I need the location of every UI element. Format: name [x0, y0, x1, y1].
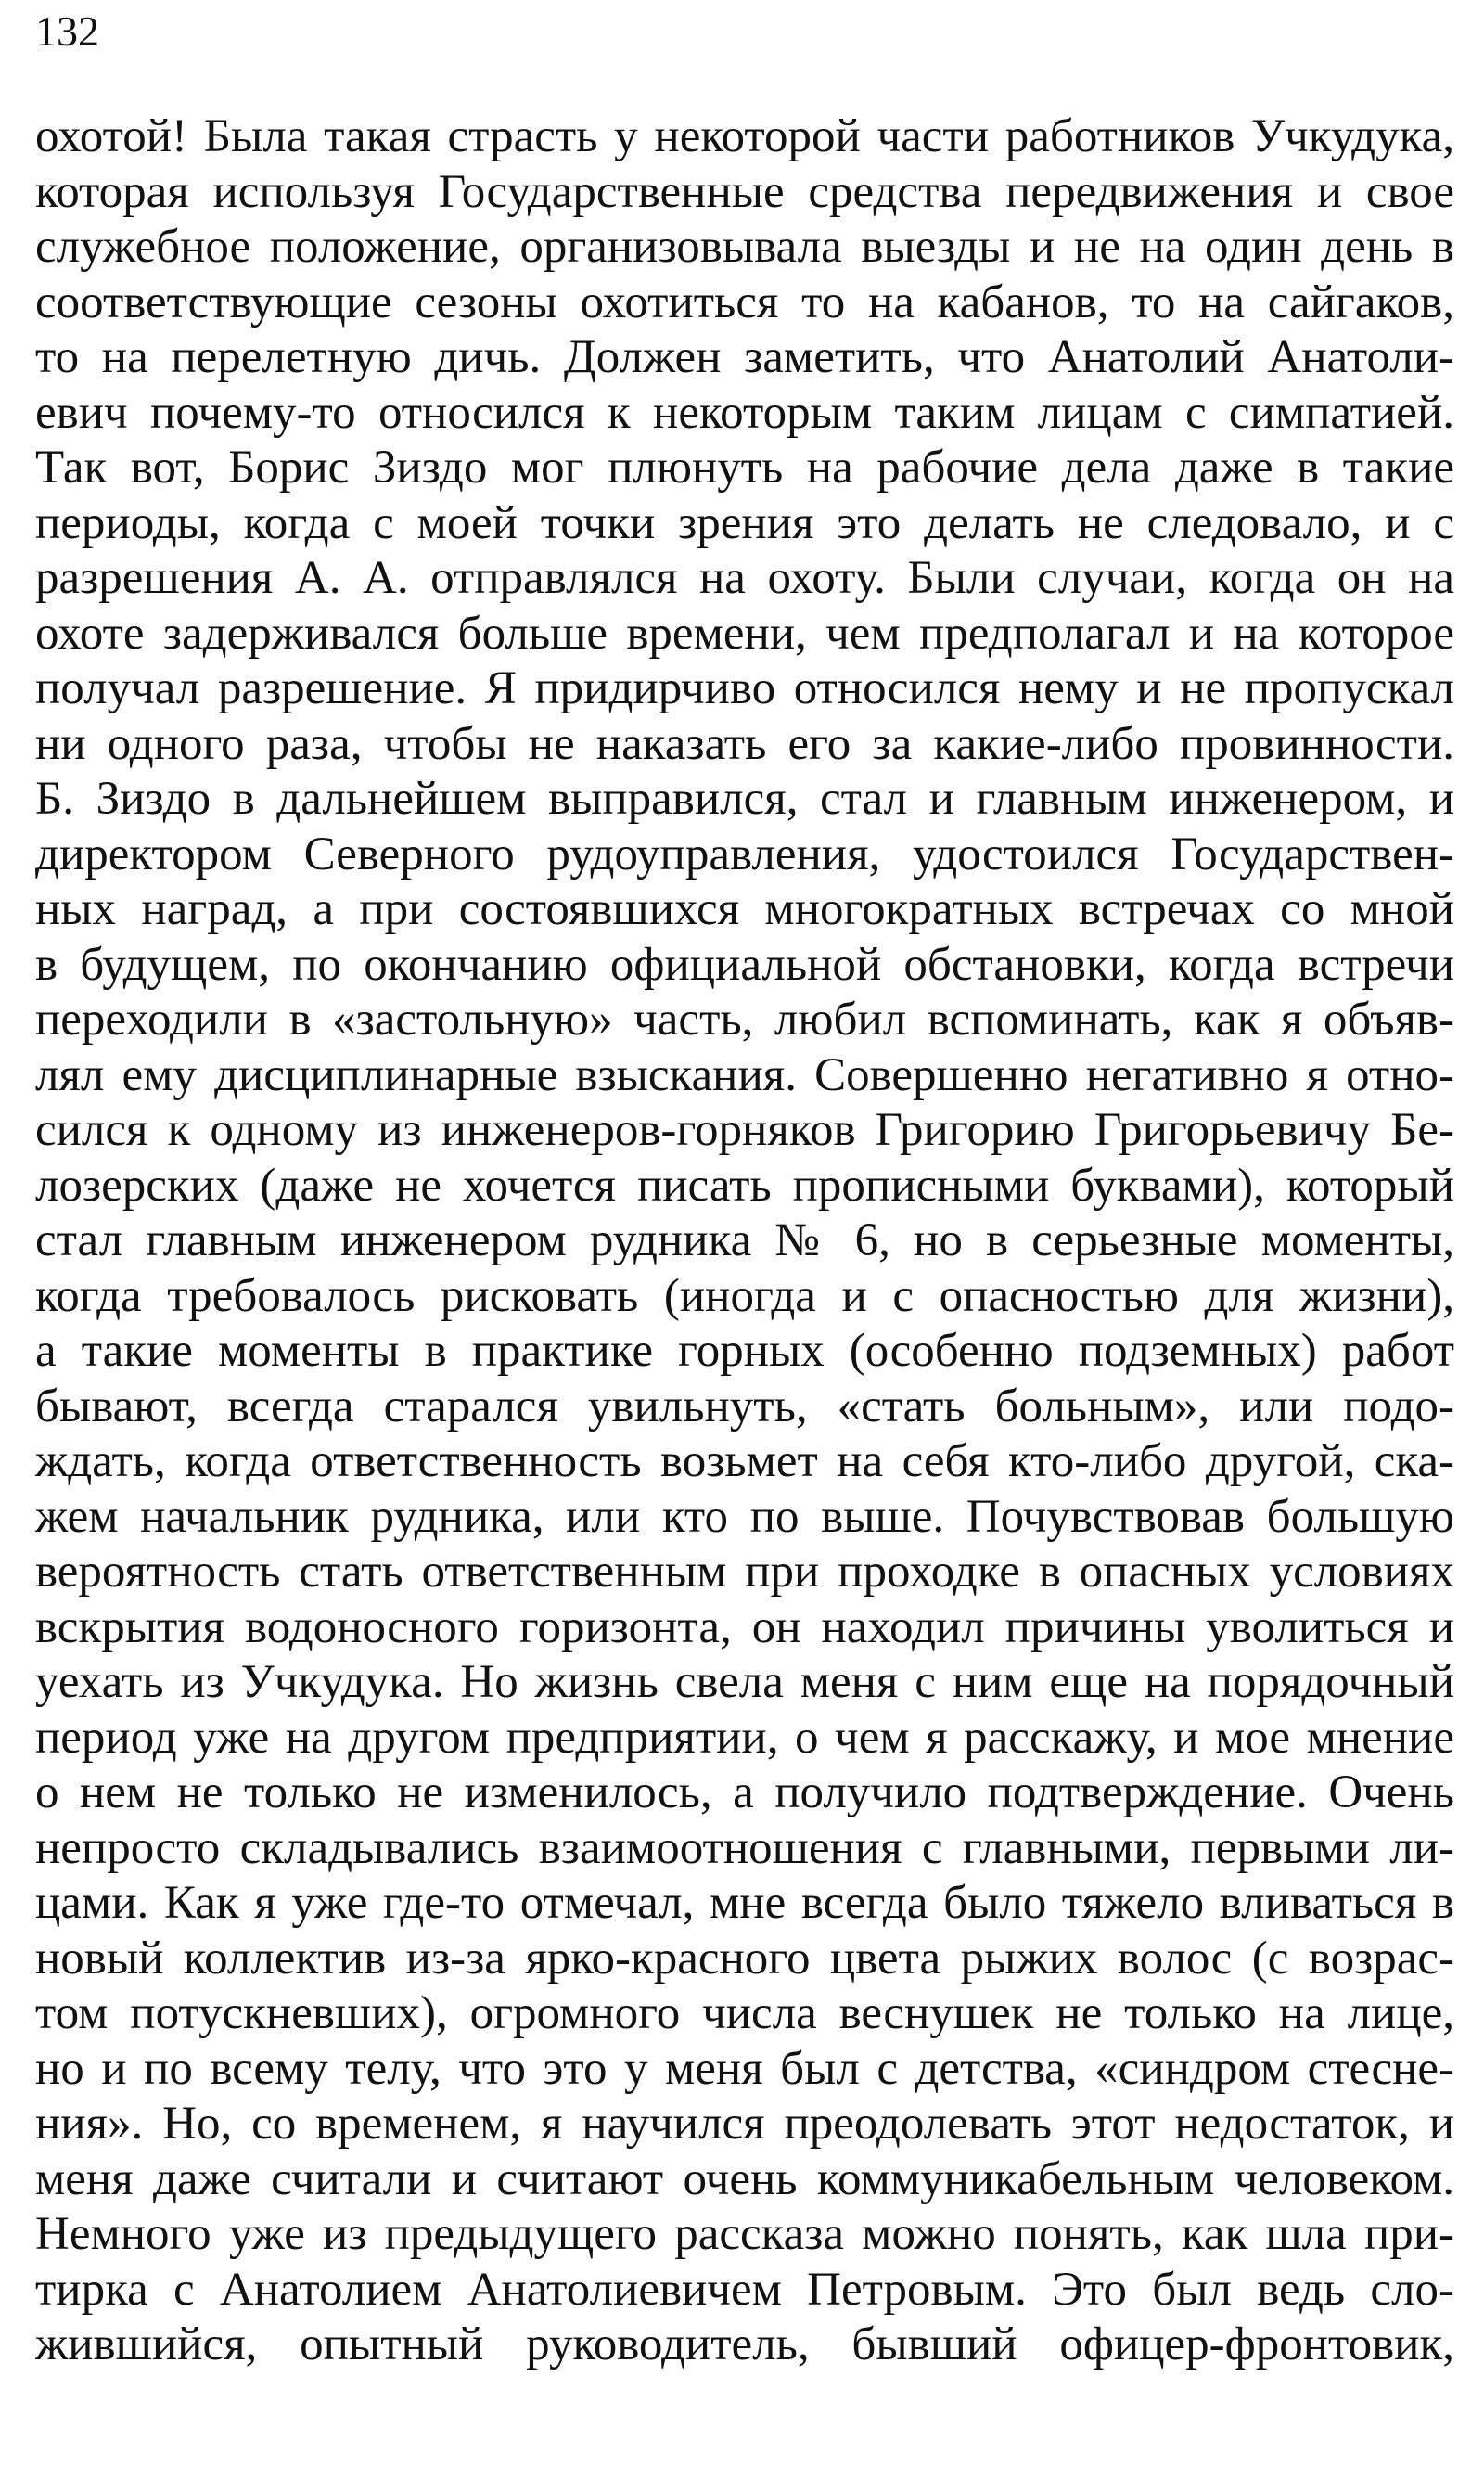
text-line: вскрытия водоносного горизонта, он находил причины уволиться и: [35, 1600, 1454, 1653]
text-line: период уже на другом предприятии, о чем я расскажу, и мое мнение: [35, 1711, 1454, 1764]
text-line: ных наград, а при состоявшихся многократных встречах со мной: [35, 883, 1454, 935]
text-line: Так вот, Борис Зиздо мог плюнуть на рабочие дела даже в такие: [35, 442, 1454, 494]
text-line: бывают, всегда старался увильнуть, «стать больным», или подо-: [35, 1380, 1454, 1432]
text-line: которая используя Государственные средства передвижения и свое: [35, 165, 1454, 218]
text-line: вероятность стать ответственным при проходке в опасных условиях: [35, 1546, 1454, 1598]
text-line: стал главным инженером рудника № 6, но в серьезные моменты,: [35, 1214, 1454, 1266]
text-line: соответствующие сезоны охотиться то на кабанов, то на сайгаков,: [35, 276, 1454, 328]
text-line: меня даже считали и считают очень коммуникабельным человеком.: [35, 2152, 1454, 2205]
text-line: когда требовалось рисковать (иногда и с опасностью для жизни),: [35, 1269, 1454, 1322]
text-line: новый коллектив из-за ярко-красного цвета рыжих волос (с возрас-: [35, 1932, 1454, 1984]
text-line: ния». Но, со временем, я научился преодолевать этот недостаток, и: [35, 2098, 1454, 2150]
text-line: охотой! Была такая страсть у некоторой части работников Учкудука,: [35, 110, 1454, 162]
text-line: то на перелетную дичь. Должен заметить, что Анатолий Анатоли-: [35, 331, 1454, 383]
text-line: периоды, когда с моей точки зрения это делать не следовало, и с: [35, 496, 1454, 549]
text-line: охоте задерживался больше времени, чем предполагал и на которое: [35, 607, 1454, 660]
text-line: лял ему дисциплинарные взыскания. Совершенно негативно я отно-: [35, 1048, 1454, 1101]
text-line: но и по всему телу, что это у меня был с детства, «синдром стесне-: [35, 2042, 1454, 2095]
text-line: разрешения А. А. отправлялся на охоту. Были случаи, когда он на: [35, 552, 1454, 604]
text-line: переходили в «застольную» часть, любил вспоминать, как я объяв-: [35, 994, 1454, 1046]
text-line: получал разрешение. Я придирчиво относился нему и не пропускал: [35, 662, 1454, 714]
text-line: Немного уже из предыдущего рассказа можно понять, как шла при-: [35, 2208, 1454, 2260]
text-line: о нем не только не изменилось, а получило подтверждение. Очень: [35, 1766, 1454, 1818]
text-line: ждать, когда ответственность возьмет на себя кто-либо другой, ска-: [35, 1435, 1454, 1487]
text-line: евич почему-то относился к некоторым таким лицам с симпатией.: [35, 386, 1454, 439]
text-line: том потускневших), огромного числа веснушек не только на лице,: [35, 1987, 1454, 2039]
text-line: непросто складывались взаимоотношения с главными, первыми ли-: [35, 1821, 1454, 1874]
text-line: ни одного раза, чтобы не наказать его за какие-либо провинности.: [35, 717, 1454, 770]
text-line: Б. Зиздо в дальнейшем выправился, стал и главным инженером, и: [35, 773, 1454, 825]
text-line: жившийся, опытный руководитель, бывший офицер-фронтовик,: [35, 2318, 1454, 2370]
text-line: служебное положение, организовывала выезды и не на один день в: [35, 221, 1454, 273]
text-line: директором Северного рудоуправления, удостоился Государствен-: [35, 828, 1454, 880]
text-line: а такие моменты в практике горных (особенно подземных) работ: [35, 1325, 1454, 1377]
text-line: тирка с Анатолием Анатолиевичем Петровым. Это был ведь сло-: [35, 2263, 1454, 2316]
page-number: 132: [35, 7, 99, 55]
text-body: [35, 109, 1454, 2373]
text-line: жем начальник рудника, или кто по выше. Почувствовав большую: [35, 1490, 1454, 1543]
text-line: цами. Как я уже где-то отмечал, мне всегда было тяжело вливаться в: [35, 1877, 1454, 1929]
text-line: сился к одному из инженеров-горняков Григорию Григорьевичу Бе-: [35, 1104, 1454, 1156]
text-line: уехать из Учкудука. Но жизнь свела меня с ним еще на порядочный: [35, 1656, 1454, 1708]
text-line: в будущем, по окончанию официальной обстановки, когда встречи: [35, 938, 1454, 991]
text-line: лозерских (даже не хочется писать прописными буквами), который: [35, 1159, 1454, 1212]
